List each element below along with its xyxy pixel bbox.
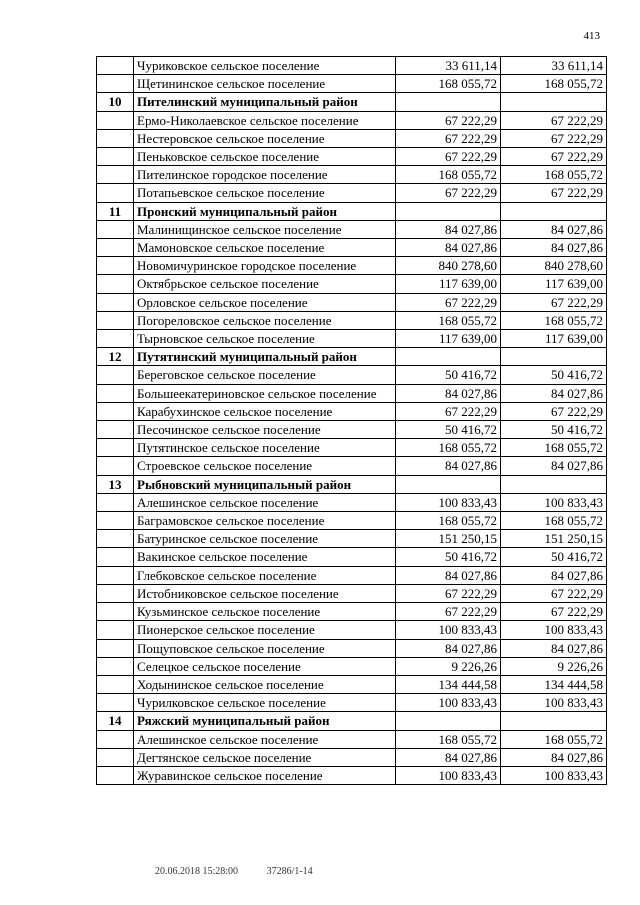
settlement-name: Песочинское сельское поселение [134, 421, 396, 439]
amount-cell-2: 84 027,86 [501, 748, 607, 766]
table-row [97, 603, 607, 621]
table-row [97, 293, 607, 311]
district-name: Ряжский муниципальный район [134, 712, 396, 730]
row-number [97, 766, 134, 784]
table-row [97, 566, 607, 584]
footer-timestamp: 20.06.2018 15:28:00 [155, 866, 239, 877]
settlement-name: Селецкое сельское поселение [134, 657, 396, 675]
amount-cell-1: 84 027,86 [396, 457, 501, 475]
settlement-name: Нестеровское сельское поселение [134, 129, 396, 147]
row-number [97, 293, 134, 311]
amount-cell-2: 84 027,86 [501, 639, 607, 657]
row-number [97, 129, 134, 147]
row-number [97, 257, 134, 275]
amount-cell-1 [396, 475, 501, 493]
amount-cell-1 [396, 712, 501, 730]
settlement-name: Строевское сельское поселение [134, 457, 396, 475]
row-number [97, 439, 134, 457]
amount-cell-1: 67 222,29 [396, 402, 501, 420]
district-name: Путятинский муниципальный район [134, 348, 396, 366]
amount-cell-2 [501, 712, 607, 730]
table-row [97, 129, 607, 147]
amount-cell-1: 84 027,86 [396, 384, 501, 402]
amount-cell-1: 84 027,86 [396, 239, 501, 257]
amount-cell-2 [501, 202, 607, 220]
amount-cell-1: 67 222,29 [396, 129, 501, 147]
amount-cell-2: 117 639,00 [501, 275, 607, 293]
amount-cell-1: 100 833,43 [396, 766, 501, 784]
amount-cell-1: 67 222,29 [396, 111, 501, 129]
amount-cell-2: 100 833,43 [501, 621, 607, 639]
settlement-name: Малинищинское сельское поселение [134, 220, 396, 238]
row-number [97, 384, 134, 402]
table-row [97, 184, 607, 202]
row-number [97, 584, 134, 602]
row-number [97, 730, 134, 748]
row-number [97, 75, 134, 93]
settlement-name: Карабухинское сельское поселение [134, 402, 396, 420]
amount-cell-1: 67 222,29 [396, 584, 501, 602]
amount-cell-2: 168 055,72 [501, 730, 607, 748]
table-row [97, 657, 607, 675]
row-number [97, 330, 134, 348]
district-name: Рыбновский муниципальный район [134, 475, 396, 493]
amount-cell-2: 67 222,29 [501, 111, 607, 129]
table-row [97, 166, 607, 184]
amount-cell-1: 134 444,58 [396, 675, 501, 693]
row-number [97, 657, 134, 675]
settlement-name: Мамоновское сельское поселение [134, 239, 396, 257]
amount-cell-2: 67 222,29 [501, 402, 607, 420]
budget-table [96, 56, 607, 785]
amount-cell-2: 84 027,86 [501, 457, 607, 475]
district-row [97, 93, 607, 111]
row-number [97, 220, 134, 238]
table-row [97, 220, 607, 238]
row-number [97, 603, 134, 621]
row-number [97, 675, 134, 693]
row-number [97, 275, 134, 293]
settlement-name: Пителинское городское поселение [134, 166, 396, 184]
amount-cell-2: 84 027,86 [501, 384, 607, 402]
row-number [97, 57, 134, 75]
district-name: Пителинский муниципальный район [134, 93, 396, 111]
row-number [97, 694, 134, 712]
amount-cell-1: 9 226,26 [396, 657, 501, 675]
settlement-name: Чурилковское сельское поселение [134, 694, 396, 712]
table-row [97, 530, 607, 548]
amount-cell-1: 67 222,29 [396, 184, 501, 202]
amount-cell-2: 168 055,72 [501, 311, 607, 329]
settlement-name: Кузьминское сельское поселение [134, 603, 396, 621]
row-number: 11 [97, 202, 134, 220]
amount-cell-2: 67 222,29 [501, 184, 607, 202]
amount-cell-2: 67 222,29 [501, 148, 607, 166]
settlement-name: Алешинское сельское поселение [134, 493, 396, 511]
table-row [97, 257, 607, 275]
table-row [97, 111, 607, 129]
table-row [97, 457, 607, 475]
amount-cell-1: 168 055,72 [396, 75, 501, 93]
row-number: 12 [97, 348, 134, 366]
district-row [97, 348, 607, 366]
table-row [97, 621, 607, 639]
amount-cell-2: 168 055,72 [501, 166, 607, 184]
settlement-name: Чуриковское сельское поселение [134, 57, 396, 75]
district-row [97, 202, 607, 220]
amount-cell-1: 84 027,86 [396, 639, 501, 657]
amount-cell-2: 168 055,72 [501, 75, 607, 93]
amount-cell-1: 168 055,72 [396, 166, 501, 184]
settlement-name: Большеекатериновское сельское поселение [134, 384, 396, 402]
table-row [97, 239, 607, 257]
amount-cell-1: 117 639,00 [396, 330, 501, 348]
row-number [97, 566, 134, 584]
amount-cell-1: 67 222,29 [396, 293, 501, 311]
table-row [97, 384, 607, 402]
row-number: 13 [97, 475, 134, 493]
amount-cell-1: 84 027,86 [396, 220, 501, 238]
amount-cell-1: 100 833,43 [396, 694, 501, 712]
amount-cell-2 [501, 93, 607, 111]
table-row [97, 311, 607, 329]
amount-cell-2: 100 833,43 [501, 493, 607, 511]
amount-cell-1: 151 250,15 [396, 530, 501, 548]
amount-cell-2: 33 611,14 [501, 57, 607, 75]
amount-cell-1 [396, 93, 501, 111]
table-row [97, 366, 607, 384]
settlement-name: Ермо-Николаевское сельское поселение [134, 111, 396, 129]
row-number [97, 548, 134, 566]
amount-cell-1: 67 222,29 [396, 603, 501, 621]
table-row [97, 548, 607, 566]
table-row [97, 275, 607, 293]
table-row [97, 421, 607, 439]
row-number [97, 748, 134, 766]
row-number [97, 402, 134, 420]
amount-cell-1: 67 222,29 [396, 148, 501, 166]
row-number [97, 639, 134, 657]
page-number: 413 [583, 30, 600, 42]
amount-cell-1: 840 278,60 [396, 257, 501, 275]
settlement-name: Погореловское сельское поселение [134, 311, 396, 329]
settlement-name: Пеньковское сельское поселение [134, 148, 396, 166]
amount-cell-1: 100 833,43 [396, 621, 501, 639]
amount-cell-2: 100 833,43 [501, 694, 607, 712]
table-row [97, 639, 607, 657]
settlement-name: Глебковское сельское поселение [134, 566, 396, 584]
row-number [97, 457, 134, 475]
row-number [97, 530, 134, 548]
amount-cell-2 [501, 348, 607, 366]
footer-doc-id: 37286/1-14 [266, 866, 313, 877]
amount-cell-2: 50 416,72 [501, 548, 607, 566]
row-number [97, 111, 134, 129]
row-number [97, 311, 134, 329]
amount-cell-2: 84 027,86 [501, 220, 607, 238]
settlement-name: Вакинское сельское поселение [134, 548, 396, 566]
amount-cell-1: 168 055,72 [396, 512, 501, 530]
row-number [97, 366, 134, 384]
settlement-name: Батуринское сельское поселение [134, 530, 396, 548]
table-body [97, 57, 607, 785]
table-row [97, 766, 607, 784]
settlement-name: Алешинское сельское поселение [134, 730, 396, 748]
settlement-name: Тырновское сельское поселение [134, 330, 396, 348]
amount-cell-2: 9 226,26 [501, 657, 607, 675]
table-row [97, 330, 607, 348]
amount-cell-2 [501, 475, 607, 493]
table-row [97, 730, 607, 748]
amount-cell-2: 168 055,72 [501, 512, 607, 530]
amount-cell-1: 100 833,43 [396, 493, 501, 511]
table-row [97, 694, 607, 712]
table-row [97, 148, 607, 166]
table-row [97, 512, 607, 530]
settlement-name: Потапьевское сельское поселение [134, 184, 396, 202]
amount-cell-2: 50 416,72 [501, 421, 607, 439]
amount-cell-2: 67 222,29 [501, 584, 607, 602]
amount-cell-2: 100 833,43 [501, 766, 607, 784]
amount-cell-2: 117 639,00 [501, 330, 607, 348]
settlement-name: Орловское сельское поселение [134, 293, 396, 311]
amount-cell-2: 840 278,60 [501, 257, 607, 275]
row-number [97, 493, 134, 511]
amount-cell-2: 84 027,86 [501, 566, 607, 584]
settlement-name: Истобниковское сельское поселение [134, 584, 396, 602]
row-number: 10 [97, 93, 134, 111]
amount-cell-1 [396, 348, 501, 366]
settlement-name: Октябрьское сельское поселение [134, 275, 396, 293]
amount-cell-1: 84 027,86 [396, 748, 501, 766]
row-number [97, 239, 134, 257]
amount-cell-2: 67 222,29 [501, 603, 607, 621]
district-row [97, 475, 607, 493]
row-number [97, 512, 134, 530]
row-number [97, 621, 134, 639]
amount-cell-1 [396, 202, 501, 220]
settlement-name: Ходынинское сельское поселение [134, 675, 396, 693]
settlement-name: Береговское сельское поселение [134, 366, 396, 384]
district-row [97, 712, 607, 730]
settlement-name: Новомичуринское городское поселение [134, 257, 396, 275]
table-row [97, 584, 607, 602]
amount-cell-2: 67 222,29 [501, 129, 607, 147]
amount-cell-2: 84 027,86 [501, 239, 607, 257]
table-row [97, 493, 607, 511]
row-number [97, 166, 134, 184]
amount-cell-2: 67 222,29 [501, 293, 607, 311]
table-row [97, 439, 607, 457]
amount-cell-1: 84 027,86 [396, 566, 501, 584]
table-row [97, 402, 607, 420]
amount-cell-1: 168 055,72 [396, 730, 501, 748]
row-number [97, 421, 134, 439]
amount-cell-1: 117 639,00 [396, 275, 501, 293]
amount-cell-1: 50 416,72 [396, 548, 501, 566]
amount-cell-1: 168 055,72 [396, 311, 501, 329]
amount-cell-1: 168 055,72 [396, 439, 501, 457]
district-name: Пронский муниципальный район [134, 202, 396, 220]
amount-cell-1: 33 611,14 [396, 57, 501, 75]
table-row [97, 748, 607, 766]
settlement-name: Журавинское сельское поселение [134, 766, 396, 784]
row-number [97, 148, 134, 166]
settlement-name: Путятинское сельское поселение [134, 439, 396, 457]
row-number: 14 [97, 712, 134, 730]
amount-cell-2: 151 250,15 [501, 530, 607, 548]
table-row [97, 57, 607, 75]
table-row [97, 75, 607, 93]
amount-cell-1: 50 416,72 [396, 421, 501, 439]
settlement-name: Щетининское сельское поселение [134, 75, 396, 93]
amount-cell-2: 168 055,72 [501, 439, 607, 457]
row-number [97, 184, 134, 202]
amount-cell-1: 50 416,72 [396, 366, 501, 384]
amount-cell-2: 50 416,72 [501, 366, 607, 384]
table-row [97, 675, 607, 693]
amount-cell-2: 134 444,58 [501, 675, 607, 693]
footer [155, 866, 339, 877]
settlement-name: Пионерское сельское поселение [134, 621, 396, 639]
settlement-name: Дегтянское сельское поселение [134, 748, 396, 766]
settlement-name: Баграмовское сельское поселение [134, 512, 396, 530]
settlement-name: Пощуповское сельское поселение [134, 639, 396, 657]
